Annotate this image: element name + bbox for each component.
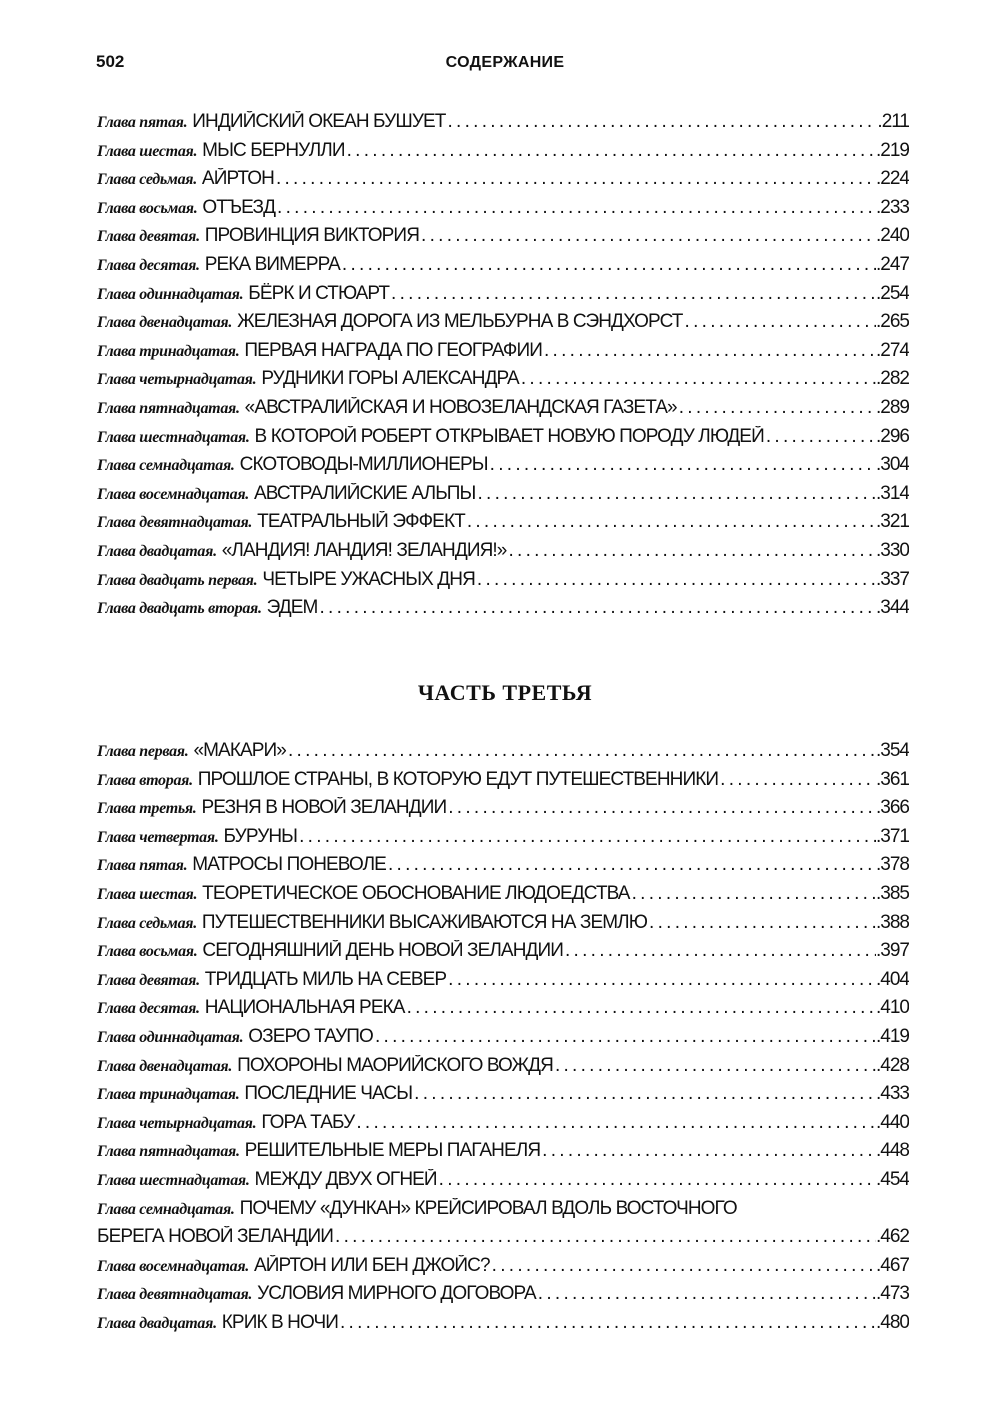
- dot-leader: [685, 311, 877, 333]
- toc-entry[interactable]: [97, 797, 909, 826]
- toc-entry[interactable]: [97, 483, 909, 512]
- chapter-title: ОТЪЕЗД: [202, 196, 276, 218]
- page-ref: .473: [876, 1283, 909, 1305]
- chapter-title: ЭДЕМ: [266, 597, 318, 619]
- page-ref: .361: [876, 768, 909, 790]
- toc-entry-continuation[interactable]: [97, 1226, 909, 1255]
- dot-leader: [335, 1226, 876, 1248]
- toc-list-part3: [97, 740, 909, 1340]
- chapter-number: Глава семнадцатая.: [97, 457, 235, 475]
- chapter-number: Глава седьмая.: [97, 914, 197, 932]
- page-ref: .410: [876, 997, 909, 1019]
- chapter-number: Глава двенадцатая.: [97, 314, 233, 332]
- dot-leader: [276, 168, 876, 190]
- chapter-number: Глава восьмая.: [97, 943, 198, 961]
- toc-entry[interactable]: [97, 254, 909, 283]
- dot-leader: [448, 111, 878, 133]
- page-ref: .211: [877, 111, 909, 132]
- page-ref: .304: [876, 454, 909, 476]
- page-ref: .366: [876, 797, 909, 819]
- dot-leader: [375, 1026, 876, 1048]
- toc-entry[interactable]: [97, 969, 909, 998]
- chapter-number: Глава шестая.: [97, 885, 198, 903]
- chapter-number: Глава двадцать вторая.: [97, 600, 262, 618]
- running-header: СОДЕРЖАНИЕ: [445, 54, 565, 71]
- dot-leader: [342, 254, 876, 276]
- chapter-title: СЕГОДНЯШНИЙ ДЕНЬ НОВОЙ ЗЕЛАНДИИ: [202, 940, 563, 962]
- chapter-number: Глава семнадцатая.: [97, 1200, 235, 1218]
- page-number: 502: [96, 52, 125, 71]
- page-ref: .397: [876, 940, 909, 962]
- page-ref: .428: [876, 1054, 909, 1076]
- page-ref: .448: [876, 1140, 909, 1162]
- dot-leader: [538, 1283, 876, 1305]
- page-ref: .247: [876, 253, 909, 275]
- toc-entry[interactable]: [97, 1255, 909, 1284]
- toc-entry[interactable]: [97, 1312, 909, 1341]
- chapter-title: ПОХОРОНЫ МАОРИЙСКОГО ВОЖДЯ: [237, 1054, 553, 1076]
- dot-leader: [649, 912, 876, 934]
- toc-entry[interactable]: [97, 140, 909, 169]
- dot-leader: [288, 740, 876, 762]
- toc-entry[interactable]: [97, 311, 909, 340]
- chapter-number: Глава девятнадцатая.: [97, 1286, 253, 1304]
- chapter-number: Глава девятнадцатая.: [97, 514, 253, 532]
- dot-leader: [508, 540, 876, 562]
- page-ref: .314: [876, 482, 909, 504]
- toc-entry[interactable]: [97, 883, 909, 912]
- toc-entry[interactable]: [97, 511, 909, 540]
- chapter-title: АЙРТОН: [201, 168, 274, 190]
- toc-entry[interactable]: [97, 340, 909, 369]
- dot-leader: [448, 969, 876, 991]
- page-ref: .385: [876, 882, 909, 904]
- chapter-title: ПУТЕШЕСТВЕННИКИ ВЫСАЖИВАЮТСЯ НА ЗЕМЛЮ: [201, 911, 648, 933]
- page-ref: .233: [876, 196, 909, 218]
- page-ref: .480: [876, 1311, 909, 1333]
- page-ref: .354: [876, 740, 909, 761]
- dot-leader: [555, 1055, 876, 1077]
- toc-entry[interactable]: [97, 1140, 909, 1169]
- chapter-number: Глава восемнадцатая.: [97, 485, 249, 503]
- dot-leader: [439, 1169, 876, 1191]
- dot-leader: [477, 483, 876, 505]
- dot-leader: [299, 826, 876, 848]
- page-ref: .344: [876, 597, 909, 619]
- chapter-number: Глава двадцать первая.: [97, 571, 258, 589]
- dot-leader: [347, 140, 876, 162]
- chapter-title: ПОСЛЕДНИЕ ЧАСЫ: [244, 1083, 413, 1105]
- chapter-number: Глава пятая.: [97, 114, 188, 131]
- chapter-number: Глава четырнадцатая.: [97, 1114, 257, 1132]
- chapter-number: Глава четвертая.: [97, 828, 219, 846]
- dot-leader: [407, 997, 876, 1019]
- chapter-title: РЕШИТЕЛЬНЫЕ МЕРЫ ПАГАНЕЛЯ: [244, 1140, 541, 1162]
- chapter-number: Глава первая.: [97, 743, 189, 760]
- chapter-title: АЙРТОН ИЛИ БЕН ДЖОЙС?: [253, 1254, 490, 1276]
- toc-entry[interactable]: [97, 769, 909, 798]
- chapter-number: Глава восьмая.: [97, 199, 198, 217]
- toc-entry[interactable]: [97, 1198, 909, 1227]
- toc-entry[interactable]: [97, 597, 909, 626]
- page-ref: .282: [876, 368, 909, 390]
- page-ref: .321: [876, 511, 909, 533]
- toc-entry[interactable]: [97, 1083, 909, 1112]
- chapter-number: Глава четырнадцатая.: [97, 371, 257, 389]
- chapter-number: Глава пятнадцатая.: [97, 399, 240, 417]
- page-ref: .454: [876, 1168, 909, 1190]
- toc-entry[interactable]: [97, 1055, 909, 1084]
- toc-entry[interactable]: [97, 197, 909, 226]
- dot-leader: [356, 1112, 876, 1134]
- chapter-title: МЫС БЕРНУЛЛИ: [202, 139, 345, 161]
- toc-entry[interactable]: [97, 854, 909, 883]
- chapter-title: РЕЗНЯ В НОВОЙ ЗЕЛАНДИИ: [201, 797, 447, 819]
- toc-entry[interactable]: [97, 740, 909, 769]
- chapter-title: КРИК В НОЧИ: [221, 1311, 338, 1333]
- chapter-title: «АВСТРАЛИЙСКАЯ И НОВОЗЕЛАНДСКАЯ ГАЗЕТА»: [244, 396, 677, 418]
- toc-entry[interactable]: [97, 997, 909, 1026]
- page-ref: .240: [876, 225, 909, 247]
- toc-entry[interactable]: [97, 168, 909, 197]
- chapter-number: Глава двадцатая.: [97, 1314, 217, 1332]
- chapter-title: ПОЧЕМУ «ДУНКАН» КРЕЙСИРОВАЛ ВДОЛЬ ВОСТОЧНОГО: [239, 1197, 737, 1219]
- chapter-title: НАЦИОНАЛЬНАЯ РЕКА: [204, 997, 405, 1019]
- toc-entry[interactable]: [97, 111, 909, 140]
- chapter-number: Глава одиннадцатая.: [97, 1028, 244, 1046]
- dot-leader: [766, 426, 876, 448]
- chapter-title: ПРОШЛОЕ СТРАНЫ, В КОТОРУЮ ЕДУТ ПУТЕШЕСТВЕННИКИ: [197, 768, 719, 790]
- page-ref: .462: [876, 1226, 909, 1248]
- chapter-title: «МАКАРИ»: [193, 740, 286, 761]
- dot-leader: [448, 797, 876, 819]
- chapter-number: Глава шестая.: [97, 142, 198, 160]
- dot-leader: [467, 511, 876, 533]
- dot-leader: [477, 569, 876, 591]
- dot-leader: [388, 854, 876, 876]
- page-ref: .433: [876, 1083, 909, 1105]
- chapter-title: «ЛАНДИЯ! ЛАНДИЯ! ЗЕЛАНДИЯ!»: [221, 539, 507, 561]
- toc-entry[interactable]: [97, 569, 909, 598]
- page-ref: .330: [876, 539, 909, 561]
- chapter-title: ПЕРВАЯ НАГРАДА ПО ГЕОГРАФИИ: [244, 339, 542, 361]
- toc-entry[interactable]: [97, 225, 909, 254]
- chapter-number: Глава седьмая.: [97, 171, 197, 189]
- page-ref: .467: [876, 1254, 909, 1276]
- toc-entry[interactable]: [97, 283, 909, 312]
- chapter-title: ЧЕТЫРЕ УЖАСНЫХ ДНЯ: [262, 568, 475, 590]
- toc-entry[interactable]: [97, 912, 909, 941]
- chapter-number: Глава пятая.: [97, 857, 188, 875]
- dot-leader: [340, 1312, 876, 1334]
- chapter-title: В КОТОРОЙ РОБЕРТ ОТКРЫВАЕТ НОВУЮ ПОРОДУ ЛЮДЕЙ: [254, 425, 764, 447]
- page-ref: .274: [876, 339, 909, 361]
- toc-entry[interactable]: [97, 1169, 909, 1198]
- chapter-title: ИНДИЙСКИЙ ОКЕАН БУШУЕТ: [192, 111, 446, 132]
- toc-entry[interactable]: [97, 426, 909, 455]
- chapter-title: БУРУНЫ: [223, 825, 298, 847]
- chapter-title: МАТРОСЫ ПОНЕВОЛЕ: [192, 854, 386, 876]
- dot-leader: [277, 197, 876, 219]
- page-ref: .254: [876, 282, 909, 304]
- toc-entry[interactable]: [97, 1026, 909, 1055]
- dot-leader: [679, 397, 876, 419]
- chapter-number: Глава тринадцатая.: [97, 342, 240, 360]
- page-ref: .378: [876, 854, 909, 876]
- toc-entry[interactable]: [97, 1112, 909, 1141]
- dot-leader: [319, 597, 876, 619]
- chapter-number: Глава вторая.: [97, 771, 193, 789]
- chapter-title: ПРОВИНЦИЯ ВИКТОРИЯ: [204, 225, 420, 247]
- toc-entry[interactable]: [97, 368, 909, 397]
- chapter-title: ГОРА ТАБУ: [261, 1111, 355, 1133]
- toc-entry[interactable]: [97, 940, 909, 969]
- chapter-title: БЁРК И СТЮАРТ: [248, 282, 390, 304]
- page-ref: .419: [876, 1025, 909, 1047]
- chapter-title-continuation: БЕРЕГА НОВОЙ ЗЕЛАНДИИ: [97, 1226, 334, 1248]
- chapter-number: Глава девятая.: [97, 971, 200, 989]
- chapter-title: ТЕАТРАЛЬНЫЙ ЭФФЕКТ: [257, 511, 465, 533]
- toc-entry[interactable]: [97, 1283, 909, 1312]
- toc-entry[interactable]: [97, 397, 909, 426]
- dot-leader: [492, 1255, 876, 1277]
- chapter-title: ЖЕЛЕЗНАЯ ДОРОГА ИЗ МЕЛЬБУРНА В СЭНДХОРСТ: [237, 311, 683, 333]
- toc-entry[interactable]: [97, 454, 909, 483]
- toc-entry[interactable]: [97, 540, 909, 569]
- page-ref: .296: [876, 425, 909, 447]
- dot-leader: [544, 340, 876, 362]
- chapter-number: Глава шестнадцатая.: [97, 428, 250, 446]
- page-ref: .337: [876, 568, 909, 590]
- chapter-title: ТРИДЦАТЬ МИЛЬ НА СЕВЕР: [204, 968, 447, 990]
- chapter-title: РУДНИКИ ГОРЫ АЛЕКСАНДРА: [261, 368, 519, 390]
- page-ref: .265: [876, 311, 909, 333]
- chapter-title: АВСТРАЛИЙСКИЕ АЛЬПЫ: [253, 482, 476, 504]
- chapter-number: Глава тринадцатая.: [97, 1086, 240, 1104]
- page-ref: .440: [876, 1111, 909, 1133]
- chapter-number: Глава одиннадцатая.: [97, 285, 244, 303]
- dot-leader: [421, 225, 876, 247]
- page-ref: .371: [876, 825, 909, 847]
- page-ref: .289: [876, 396, 909, 418]
- chapter-number: Глава третья.: [97, 800, 197, 818]
- dot-leader: [521, 368, 876, 390]
- chapter-number: Глава десятая.: [97, 256, 200, 274]
- chapter-number: Глава девятая.: [97, 228, 200, 246]
- dot-leader: [542, 1140, 876, 1162]
- chapter-title: МЕЖДУ ДВУХ ОГНЕЙ: [254, 1168, 437, 1190]
- chapter-number: Глава двадцатая.: [97, 542, 217, 560]
- toc-list-part2: [97, 111, 909, 626]
- chapter-number: Глава десятая.: [97, 1000, 200, 1018]
- dot-leader: [490, 454, 876, 476]
- chapter-title: ОЗЕРО ТАУПО: [248, 1025, 373, 1047]
- chapter-number: Глава шестнадцатая.: [97, 1171, 250, 1189]
- page-ref: .219: [876, 139, 909, 161]
- dot-leader: [720, 769, 876, 791]
- chapter-title: РЕКА ВИМЕРРА: [204, 253, 340, 275]
- dot-leader: [565, 940, 876, 962]
- chapter-number: Глава пятнадцатая.: [97, 1143, 240, 1161]
- chapter-title: УСЛОВИЯ МИРНОГО ДОГОВОРА: [257, 1283, 536, 1305]
- toc-entry[interactable]: [97, 826, 909, 855]
- page-ref: .224: [876, 168, 909, 190]
- chapter-number: Глава двенадцатая.: [97, 1057, 233, 1075]
- dot-leader: [391, 283, 876, 305]
- chapter-title: СКОТОВОДЫ-МИЛЛИОНЕРЫ: [239, 454, 488, 476]
- dot-leader: [414, 1083, 876, 1105]
- page-ref: .404: [876, 968, 909, 990]
- part-heading: ЧАСТЬ ТРЕТЬЯ: [417, 680, 593, 705]
- chapter-title: ТЕОРЕТИЧЕСКОЕ ОБОСНОВАНИЕ ЛЮДОЕДСТВА: [202, 882, 630, 904]
- dot-leader: [632, 883, 876, 905]
- chapter-number: Глава восемнадцатая.: [97, 1257, 249, 1275]
- page-ref: .388: [876, 911, 909, 933]
